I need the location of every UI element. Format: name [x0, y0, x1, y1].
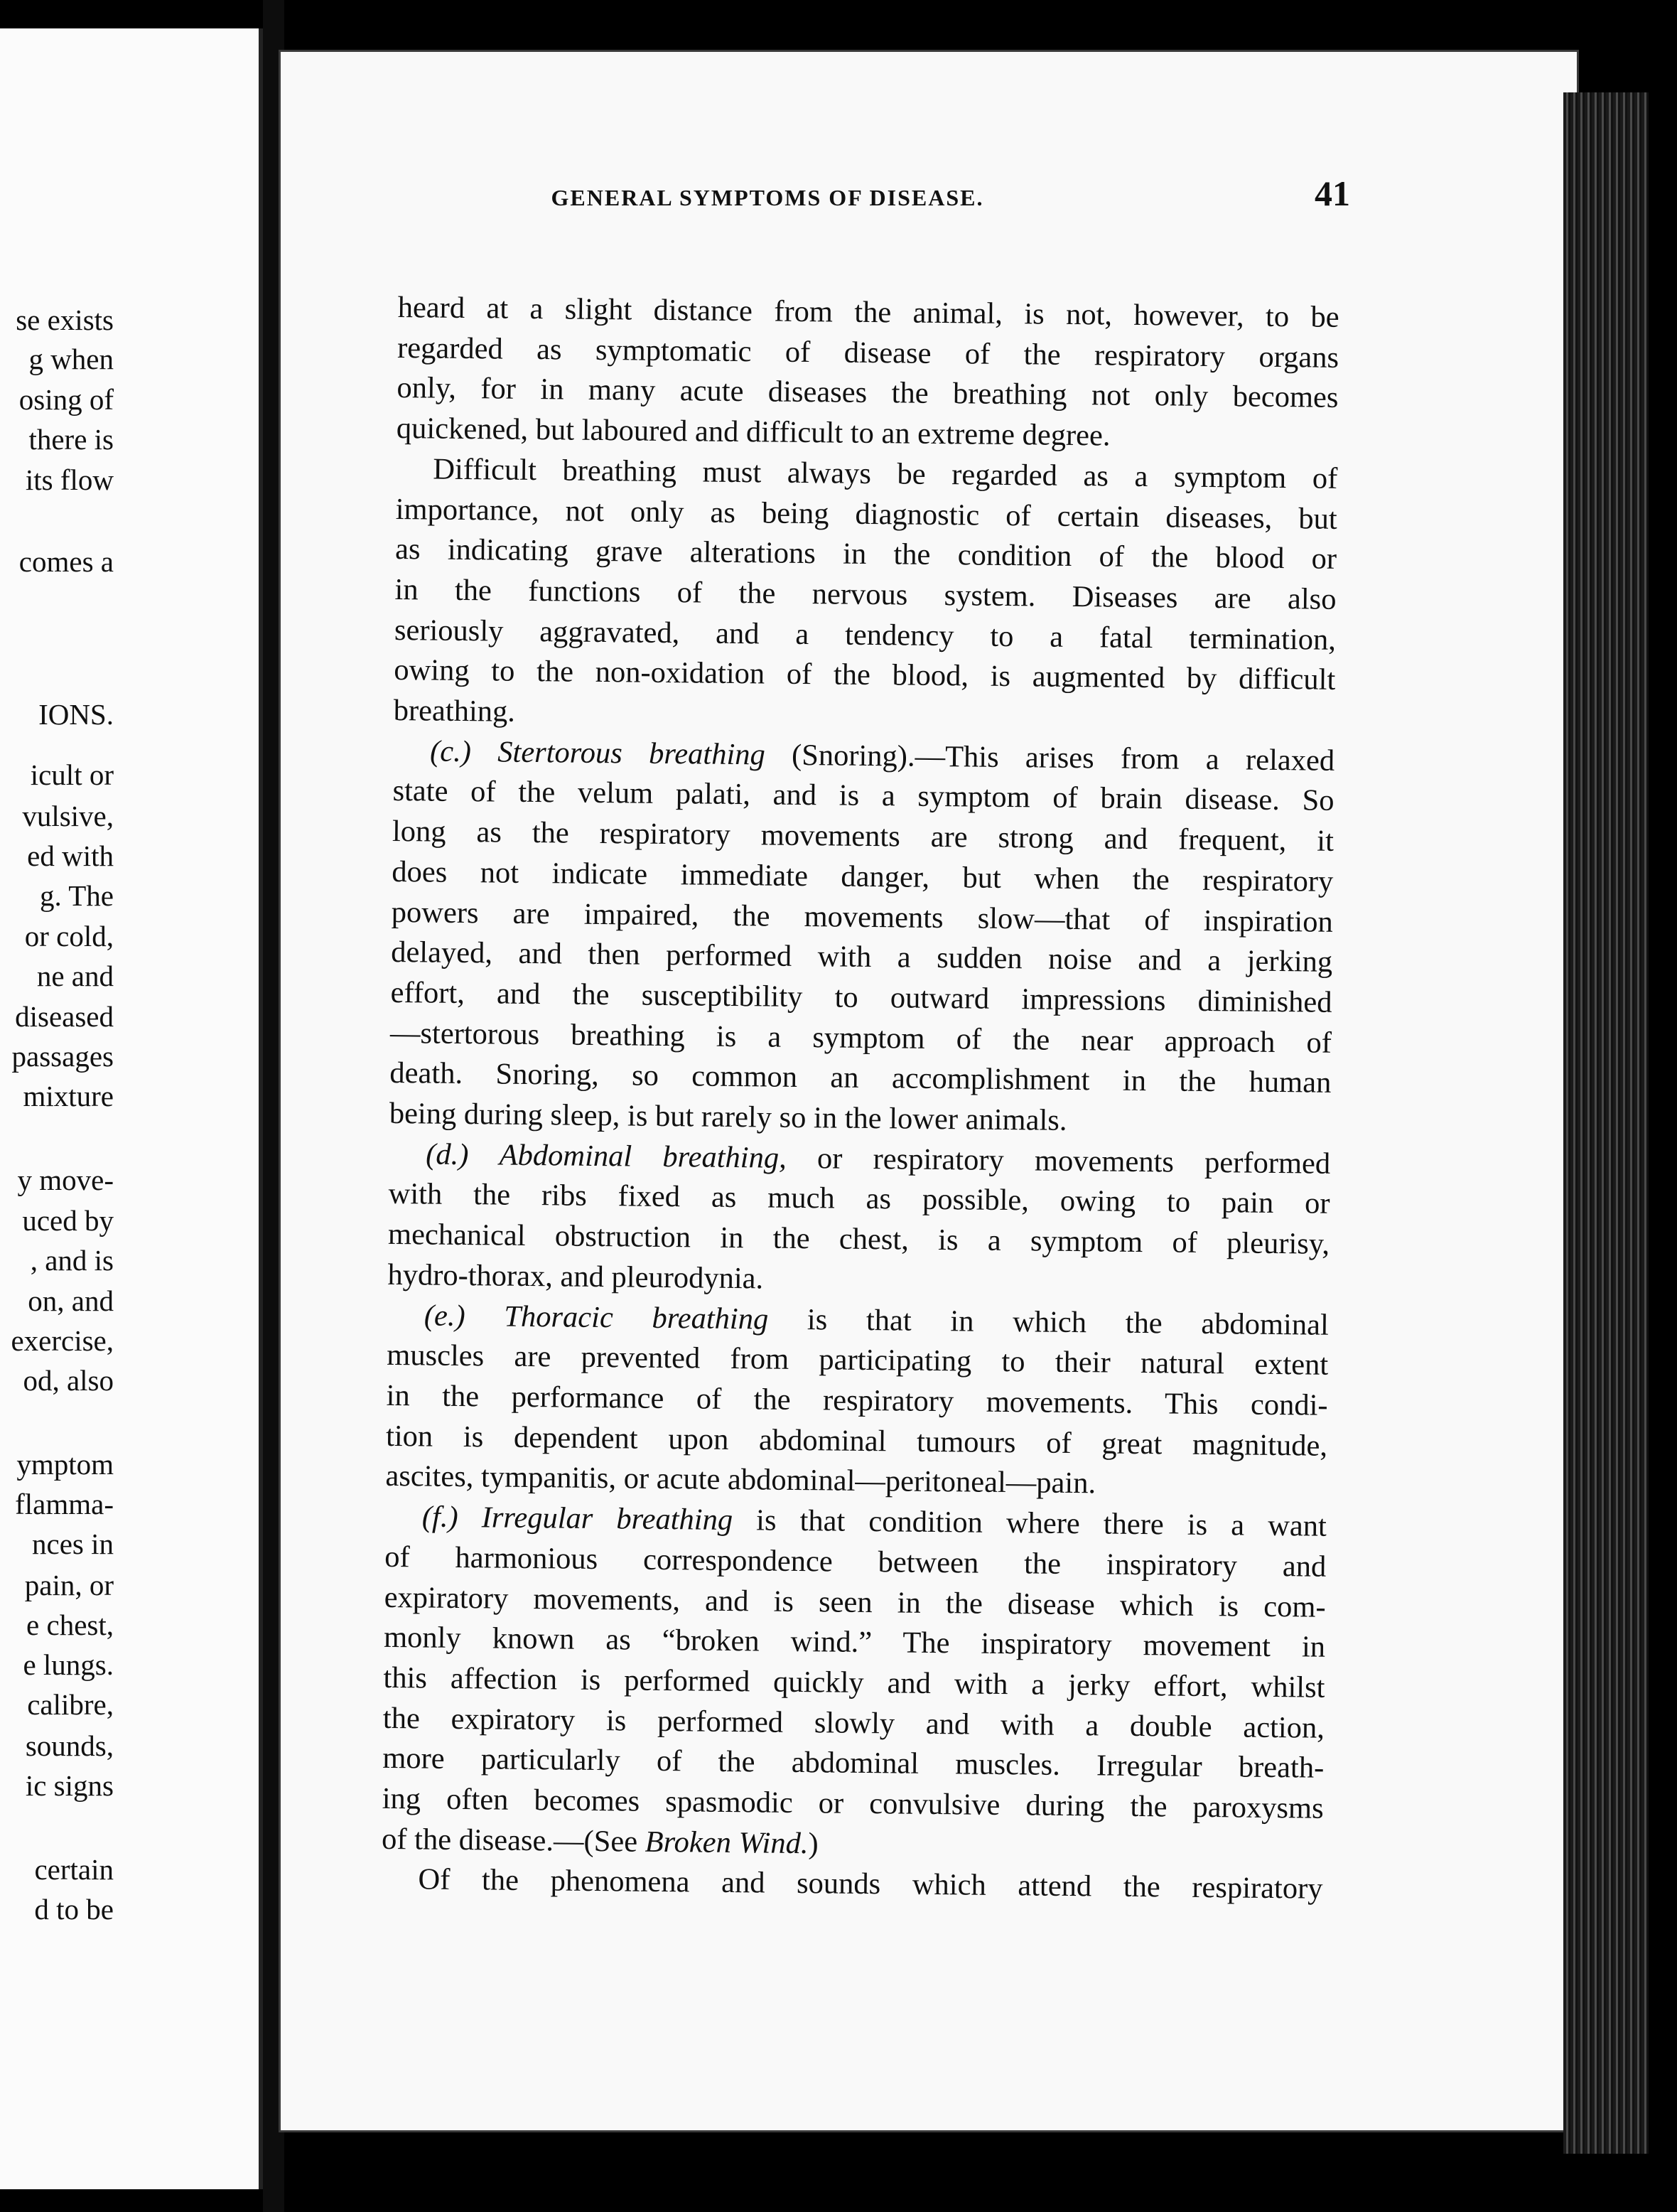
text-line: importance, not only as being diagnostic of certain diseases, but	[395, 492, 1337, 536]
text-line: Of the phenomena and sounds which attend the respiratory	[418, 1862, 1323, 1906]
text-line: powers are impaired, the movements slow—that of inspiration	[391, 895, 1333, 939]
paragraph	[393, 449, 1337, 741]
previous-page-line: icult or	[30, 758, 114, 791]
text-run: is that condition where there is a want	[755, 1503, 1327, 1543]
previous-page-line: comes a	[18, 545, 114, 578]
text-line: mechanical obstruction in the chest, is a symptom of pleurisy,	[387, 1218, 1330, 1261]
previous-page-line: d to be	[34, 1893, 114, 1926]
body-text	[381, 288, 1339, 1910]
term: Abdominal breathing,	[499, 1138, 787, 1175]
text-line: seriously aggravated, and a tendency to a fatal termination,	[394, 613, 1337, 657]
item-label: (c.)	[429, 734, 472, 768]
running-head: GENERAL SYMPTOMS OF DISEASE.	[551, 185, 984, 210]
text-run: (Snoring).—This arises from a relaxed	[791, 738, 1335, 778]
item-label: (d.)	[425, 1137, 469, 1171]
previous-page-line: calibre,	[27, 1688, 114, 1721]
previous-page-line: od, also	[23, 1364, 114, 1397]
text-line: hydro-thorax, and pleurodynia.	[387, 1257, 764, 1296]
previous-page-line: exercise,	[11, 1324, 114, 1357]
term: Thoracic breathing	[504, 1299, 769, 1336]
previous-page-line: nces in	[32, 1528, 114, 1560]
previous-page	[0, 28, 263, 2189]
previous-page-line: ne and	[36, 960, 114, 992]
text-line: heard at a slight distance from the animal, is not, however, to be	[397, 290, 1339, 334]
text-line: breathing.	[393, 693, 516, 729]
text-line: tion is dependent upon abdominal tumours of great magnitude,	[385, 1419, 1328, 1463]
text-line: the expiratory is performed slowly and with a double action,	[382, 1701, 1325, 1745]
previous-page-line: , and is	[30, 1244, 114, 1277]
text-line: regarded as symptomatic of disease of the respiratory organs	[397, 331, 1339, 375]
cross-reference: Broken Wind.	[645, 1825, 809, 1860]
text-run: or respiratory movements performed	[816, 1142, 1331, 1181]
term: Stertorous breathing	[497, 735, 766, 772]
text-line: death. Snoring, so common an accomplishment in the human	[389, 1056, 1332, 1100]
text-run: of the disease.—(See	[381, 1822, 638, 1859]
text-line: state of the velum palati, and is a symptom of brain disease. So	[392, 774, 1334, 818]
text-run: is that in which the abdominal	[807, 1302, 1330, 1342]
text-line: with the ribs fixed as much as possible, owing to pain or	[388, 1177, 1330, 1221]
text-line: as indicating grave alterations in the condition of the blood or	[394, 532, 1337, 576]
text-line: ascites, tympanitis, or acute abdominal—peritoneal—pain.	[385, 1459, 1096, 1500]
previous-page-line: osing of	[18, 383, 114, 416]
text-line: quickened, but laboured and difficult to an extreme degree.	[396, 412, 1111, 453]
previous-page-line: e chest,	[26, 1609, 114, 1641]
previous-page-line: IONS.	[38, 698, 114, 731]
text-run: )	[808, 1826, 819, 1861]
text-line: muscles are prevented from participating to their natural extent	[387, 1338, 1329, 1382]
paragraph-irregular-breathing	[382, 1497, 1327, 1869]
previous-page-line: on, and	[28, 1284, 114, 1317]
text-line: does not indicate immediate danger, but when the respiratory	[392, 854, 1334, 898]
previous-page-line: uced by	[22, 1204, 114, 1237]
previous-page-line: its flow	[25, 463, 114, 496]
paragraph-thoracic-breathing	[385, 1296, 1329, 1507]
previous-page-line: vulsive,	[22, 800, 114, 832]
text-line: this affection is performed quickly and with a jerky effort, whilst	[383, 1660, 1325, 1704]
text-line: only, for in many acute diseases the breathing not only becomes	[397, 371, 1339, 415]
previous-page-line: or cold,	[24, 920, 114, 952]
item-label: (f.)	[421, 1500, 458, 1535]
text-line: Difficult breathing must always be regarded as a symptom of	[433, 452, 1338, 495]
previous-page-line: flamma-	[15, 1488, 114, 1520]
text-line: ing often becomes spasmodic or convulsive during the paroxysms	[382, 1781, 1324, 1825]
previous-page-line: pain, or	[24, 1569, 114, 1601]
page-edges	[1563, 92, 1649, 2154]
text-line: in the performance of the respiratory movements. This condi-	[386, 1378, 1328, 1422]
text-line: more particularly of the abdominal muscles. Irregular breath-	[382, 1741, 1325, 1786]
paragraph-stertorous-breathing	[389, 731, 1335, 1144]
previous-page-line: ic signs	[25, 1769, 114, 1802]
page-number: 41	[1315, 173, 1350, 213]
text-line: delayed, and then performed with a sudden noise and a jerking	[390, 935, 1333, 979]
term: Irregular breathing	[481, 1500, 733, 1537]
previous-page-line: se exists	[16, 304, 114, 336]
item-label: (e.)	[424, 1299, 465, 1333]
previous-page-line: e lungs.	[23, 1648, 114, 1681]
previous-page-line: there is	[28, 423, 114, 456]
text-line: owing to the non-oxidation of the blood, is augmented by difficult	[394, 653, 1336, 697]
previous-page-line: g when	[28, 343, 114, 375]
previous-page-line: y move-	[17, 1164, 114, 1196]
text-line: long as the respiratory movements are strong and frequent, it	[392, 815, 1334, 858]
previous-page-line: g. The	[39, 879, 114, 912]
previous-page-line: sounds,	[25, 1729, 114, 1762]
previous-page-line: ed with	[27, 839, 114, 872]
text-line: being during sleep, is but rarely so in the lower animals.	[389, 1097, 1067, 1137]
text-line: —stertorous breathing is a symptom of the near approach of	[389, 1016, 1332, 1060]
text-line: in the functions of the nervous system. Diseases are also	[394, 572, 1337, 616]
paragraph	[397, 288, 1339, 459]
previous-page-line: passages	[11, 1040, 114, 1073]
previous-page-line: ymptom	[16, 1448, 114, 1481]
previous-page-line: diseased	[15, 1000, 114, 1033]
previous-page-line: mixture	[23, 1080, 114, 1112]
text-line: expiratory movements, and is seen in the disease which is com-	[384, 1580, 1326, 1624]
previous-page-line: certain	[34, 1853, 114, 1886]
text-line: effort, and the susceptibility to outward impressions diminished	[390, 975, 1332, 1019]
paragraph-abdominal-breathing	[387, 1134, 1330, 1306]
text-line: monly known as “broken wind.” The inspiratory movement in	[383, 1621, 1326, 1664]
text-line: of harmonious correspondence between the inspiratory and	[384, 1540, 1327, 1584]
